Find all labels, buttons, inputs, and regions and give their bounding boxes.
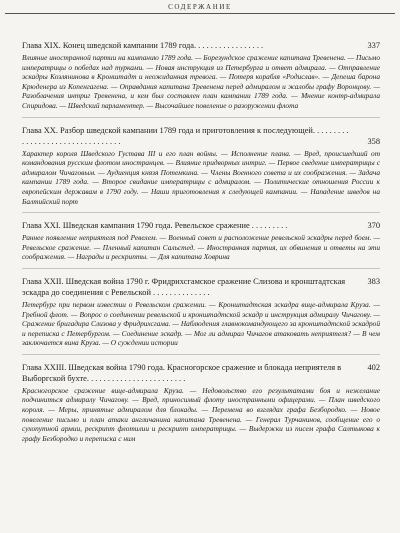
chapter-page-number[interactable]: 358 (367, 136, 380, 146)
table-of-contents (22, 40, 380, 456)
chapter-title[interactable]: Глава XIX. Конец шведской кампании 1789 года. . . . . . . . . . . . . . . . . (22, 41, 264, 50)
running-title: СОДЕРЖАНИЕ (168, 3, 232, 11)
header-rule (5, 13, 395, 14)
chapter-title[interactable]: Глава XXI. Шведская кампания 1790 года. Ревельское сражение . . . . . . . . . (22, 221, 288, 231)
chapter-page-number[interactable]: 337 (367, 41, 380, 50)
chapter-heading (22, 276, 380, 298)
toc-entry-chapter-21 (22, 220, 380, 269)
chapter-page-number[interactable]: 402 (367, 362, 380, 372)
chapter-heading (22, 362, 380, 384)
toc-entry-chapter-19 (22, 40, 380, 118)
chapter-page-number[interactable]: 383 (367, 276, 380, 286)
chapter-summary: Раннее появление неприятеля под Ревелем. — Военный совет и расположение ревельской эскадры перед боем. — Ревельское сражение. — Пленный капитан Сальстед. — Иностранная партия, их обвинения и ответы на эти соображения. — Награды и рескрипты. — Для капитана Ховрина (22, 233, 380, 262)
chapter-summary: Влияние иностранной партии на кампанию 1789 года. — Борезундское сражение капитана Тревенена. — Письмо императрицы о победах над турками. — Новая инструкция из Петербурга и ответ адмирала. — Отправление эскадры Козлянинова в Кронштадт и неожиданная тревога. — Потеря корабля «Родислав». — Депеша барона Крюденера из Копенгагена. — Оправдания капитана Тревенена перед адмиралом и жалобы графу Воронцову. — Разоблачения интриг Тревенена, и кем был составлен план кампании 1789 года. — Мнение контр-адмирала Спиридова. — Шведский парламентер. — Высочайшее повеление о разоружении флота (22, 53, 380, 110)
chapter-heading (22, 40, 380, 51)
chapter-title[interactable]: Глава XXIII. Шведская война 1790 года. Красногорское сражение и блокада неприятеля в Выборгской бухте. . . . . . . . . . . . . . . . . . . . . . . . (22, 362, 342, 383)
chapter-title[interactable]: Глава XXII. Шведская война 1790 г. Фридрихсгамское сражение Слизова и кронштадтская эскадра до соединения с Ревельской . . . . . . . . . . . . . . (22, 276, 346, 297)
chapter-heading (22, 125, 380, 147)
chapter-title[interactable]: Глава ХХ. Разбор шведской кампании 1789 года и приготовления к последующей. . . . . . . . . . . . . . . . . . . . . . . . . . . . . . . . . (22, 125, 349, 146)
chapter-summary: Характер короля Шведского Густава III и его план войны. — Исполнение плана. — Вред, происшедший от командования русским флотом иностранцев. — Влияние придворных интриг. — Первое сведение императрицы с адмиралом Чичаговым. — Аудиенция князя Потемкина. — Члены Военного совета и их соображения. — Задача кампании 1789 года. — Второе свидание императрицы с адмиралом. — Политические отношения России к европейским державам в 1790 году. — Наши приготовления к следующей кампании. — Нападение шведов на Балтийский порт (22, 148, 380, 206)
toc-entry-chapter-22 (22, 276, 380, 355)
chapter-summary: Красногорское сражение вице-адмирала Круза. — Недовольство его результатами боя и нежелание подчиниться адмиралу Чичагову. — Вред, приносимый флоту иностранными офицерами. — План шведского короля. — Меры, принятые адмиралом для блокады. — Перемена во взглядах графа Безбородко. — Новое повеление письмо и план атаки англичанина капитана Тревенена. — Генерал Турчанинов, сообщение его о сухопутной армии, рескрипт флотилии и рескрипт императрицы. — Выдержки из писем графа Салтыкова к графу Безбородко и переписка с ним (22, 385, 380, 443)
chapter-page-number[interactable]: 370 (367, 221, 380, 231)
toc-entry-chapter-20 (22, 125, 380, 214)
chapter-summary: Петербург при первом известии о Ревельском сражении. — Кронштадтская эскадра вице-адмирала Круза. — Гребной флот. — Вопрос о соединении ревельской и кронштадтской эскадр и инструкция адмиралу Чичагову. — Сражение бригадира Слизова у Фридрихсгама. — Наблюдения главнокомандующего за кронштадтской эскадрой и переписка с Петербургом. — Соединение эскадр. — Мог ли адмирал Чичагов атаковать неприятеля? — В чем заключается вина Круза. — О суждении истории (22, 299, 380, 348)
chapter-heading (22, 220, 380, 231)
toc-entry-chapter-23 (22, 362, 380, 450)
